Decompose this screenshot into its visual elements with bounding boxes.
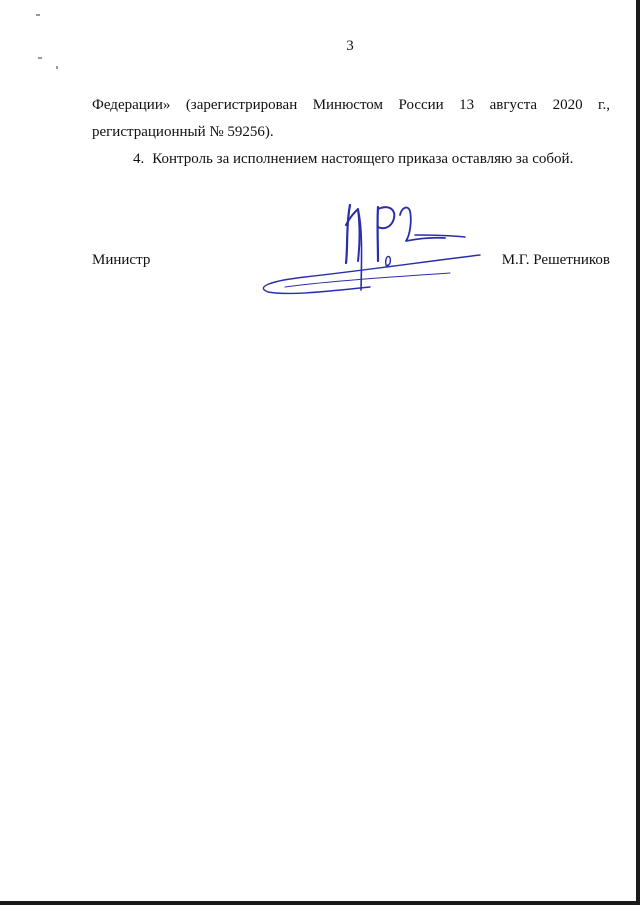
scan-speck <box>38 57 42 59</box>
paragraph-continuation <box>92 92 610 146</box>
paragraph-line: Федерации» (зарегистрирован Минюстом России 13 августа 2020 г., <box>92 97 610 113</box>
list-item-text: Контроль за исполнением настоящего приказа оставляю за собой. <box>152 151 574 167</box>
signer-position: Министр <box>92 252 151 268</box>
list-item-4 <box>133 146 573 173</box>
handwritten-signature <box>250 195 490 310</box>
scan-speck <box>36 14 40 16</box>
paragraph-line: регистрационный № 59256). <box>92 124 274 140</box>
scan-speck <box>56 66 58 69</box>
list-item-number: 4. <box>133 151 145 167</box>
page-number: 3 <box>346 38 354 54</box>
signer-name: М.Г. Решетников <box>501 252 610 268</box>
